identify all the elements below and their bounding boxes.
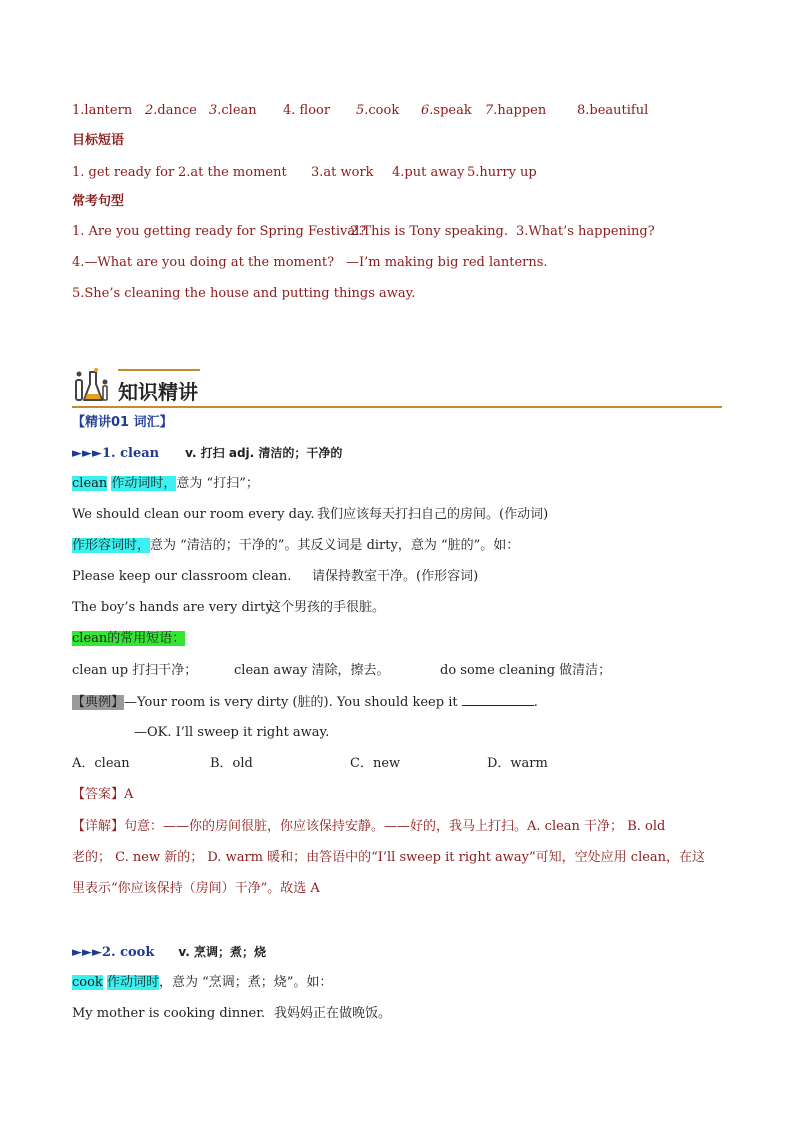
example-line bbox=[72, 506, 548, 524]
highlight: 的常用短语： bbox=[107, 631, 186, 646]
entry-cook-head bbox=[72, 943, 266, 962]
highlight: cook bbox=[72, 975, 103, 990]
entry-word: ►►►2. cook bbox=[72, 945, 155, 960]
sentence: 4.—What are you doing at the moment? bbox=[72, 255, 335, 270]
flask-icon bbox=[72, 366, 112, 410]
entry-pos: v. 烹调；煮；烧 bbox=[178, 945, 266, 959]
phrase-item: 3.at work bbox=[311, 165, 374, 180]
example-en: My mother is cooking dinner. bbox=[72, 1006, 266, 1021]
example-en: We should clean our room every day. bbox=[72, 507, 315, 522]
section-top-rule bbox=[118, 369, 200, 371]
entry-clean-head bbox=[72, 444, 342, 463]
sentence-line-2 bbox=[72, 254, 548, 272]
phrases-heading: 目标短语 bbox=[72, 133, 125, 148]
answer-blank bbox=[462, 693, 534, 706]
sentence: —I’m making big red lanterns. bbox=[346, 255, 548, 270]
vocab-item: 7.happen bbox=[485, 103, 547, 118]
text: . bbox=[533, 695, 538, 710]
question-text: —Your room is very dirty (脏的). You should keep it bbox=[124, 695, 458, 710]
example-zh: 我们应该每天打扫自己的房间。(作动词) bbox=[317, 507, 549, 522]
explanation-line: 老的； C. new 新的； D. warm 暖和；由答语中的“I’ll sweep it right away”可知，空处应用 clean，在这 bbox=[72, 850, 706, 865]
highlight: 作形容词时， bbox=[72, 538, 151, 553]
text: ，意为 “烹调；煮；烧”。如： bbox=[158, 975, 333, 990]
answer-value: A bbox=[124, 787, 134, 802]
vocab-line bbox=[72, 102, 648, 120]
example-line bbox=[72, 1005, 391, 1023]
sentence: 3.What’s happening? bbox=[516, 224, 655, 239]
option: A．clean bbox=[72, 756, 130, 771]
phrase: clean up 打扫干净； bbox=[72, 663, 198, 678]
example-zh: 这个男孩的手很脏。 bbox=[268, 600, 386, 615]
clean-verb-line bbox=[72, 475, 259, 493]
example-zh: 请保持教室干净。(作形容词) bbox=[312, 569, 479, 584]
highlight: clean bbox=[72, 476, 108, 491]
example-en: The boy’s hands are very dirty. bbox=[72, 600, 276, 615]
text: 意为 “清洁的；干净的”。其反义词是 dirty，意为 “脏的”。如： bbox=[150, 538, 520, 553]
explanation-line bbox=[72, 818, 665, 836]
vocab-item: 5.cook bbox=[356, 103, 400, 118]
sentence-line-3: 5.She’s cleaning the house and putting things away. bbox=[72, 286, 416, 301]
vocab-item: 3.clean bbox=[209, 103, 257, 118]
sentence: 1. Are you getting ready for Spring Festival? bbox=[72, 224, 367, 239]
option: D．warm bbox=[487, 756, 548, 771]
text: 意为 “打扫”； bbox=[176, 476, 259, 491]
vocab-item: 1.lantern bbox=[72, 103, 133, 118]
explanation-line: 里表示“你应该保持（房间）干净”。故选 A bbox=[72, 881, 320, 896]
phrase: clean away 清除，擦去。 bbox=[234, 663, 390, 678]
sentences-heading: 常考句型 bbox=[72, 194, 125, 209]
phrases-label-line bbox=[72, 630, 185, 648]
example-line bbox=[72, 599, 385, 617]
cook-verb-line bbox=[72, 974, 332, 992]
vocab-item: 8.beautiful bbox=[577, 103, 649, 118]
highlight: 作动词时 bbox=[106, 975, 159, 990]
question-reply: —OK. I’ll sweep it right away. bbox=[134, 725, 330, 740]
section-title: 知识精讲 bbox=[118, 380, 198, 404]
highlight: clean bbox=[72, 631, 108, 646]
vocab-item: 6.speak bbox=[421, 103, 472, 118]
sentence: 2.This is Tony speaking. bbox=[350, 224, 509, 239]
options-line bbox=[72, 755, 548, 773]
vocab-item: 4. floor bbox=[283, 103, 331, 118]
example-zh: 我妈妈正在做晚饭。 bbox=[274, 1006, 392, 1021]
explanation-text: 句意：——你的房间很脏，你应该保持安静。——好的，我马上打扫。A. clean 干净； B. old bbox=[124, 819, 666, 834]
sentence-line-1 bbox=[72, 223, 655, 241]
phrases-line bbox=[72, 164, 537, 182]
section-subtitle: 【精讲01 词汇】 bbox=[72, 415, 173, 430]
answer-tag: 【答案】 bbox=[72, 787, 125, 802]
example-tag: 【典例】 bbox=[72, 695, 125, 710]
example-en: Please keep our classroom clean. bbox=[72, 569, 292, 584]
entry-word: ►►►1. clean bbox=[72, 446, 160, 461]
option: B．old bbox=[210, 756, 253, 771]
phrase-item: 2.at the moment bbox=[178, 165, 287, 180]
explanation-tag: 【详解】 bbox=[72, 819, 125, 834]
option: C．new bbox=[350, 756, 401, 771]
phrase: do some cleaning 做清洁； bbox=[440, 663, 612, 678]
question-line bbox=[72, 693, 538, 712]
clean-adj-line bbox=[72, 537, 519, 555]
entry-pos: v. 打扫 adj. 清洁的；干净的 bbox=[185, 446, 343, 460]
vocab-item: 2.dance bbox=[145, 103, 197, 118]
phrase-item: 5.hurry up bbox=[467, 165, 537, 180]
section-divider bbox=[72, 406, 722, 408]
phrase-item: 1. get ready for bbox=[72, 165, 175, 180]
phrase-list-line bbox=[72, 662, 611, 680]
highlight: 作动词时， bbox=[111, 476, 177, 491]
example-line bbox=[72, 568, 478, 586]
phrase-item: 4.put away bbox=[392, 165, 465, 180]
answer-line bbox=[72, 786, 133, 804]
